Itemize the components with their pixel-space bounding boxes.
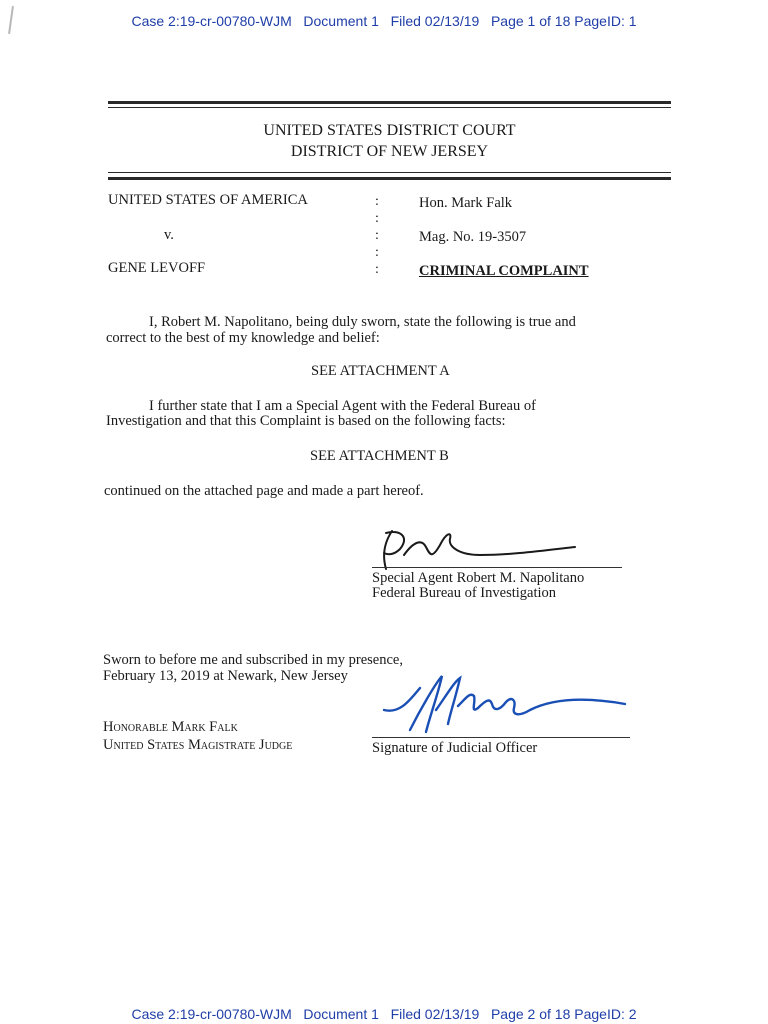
continued-note: continued on the attached page and made a part hereof. [104,483,424,499]
caption-colon: : [375,211,379,226]
caption-colon: : [375,262,379,277]
court-name: UNITED STATES DISTRICT COURT [263,122,516,139]
page-footer-stamp: Case 2:19-cr-00780-WJM Document 1 Filed 02/13/19 Page 2 of 18 PageID: 2 [131,1006,637,1022]
versus-label: v. [164,227,174,243]
top-rule-thin [108,107,671,108]
plaintiff-name: UNITED STATES OF AMERICA [108,192,308,208]
agent-agency: Federal Bureau of Investigation [372,585,557,601]
caption-colon: : [375,194,379,209]
judge-full-name: Honorable Mark Falk [103,719,238,735]
affidavit-line-1: I, Robert M. Napolitano, being duly sworn, state the following is true and [149,314,576,330]
attachment-a-ref: SEE ATTACHMENT A [311,363,450,379]
agent-signature-line [372,567,622,568]
page-header-stamp: Case 2:19-cr-00780-WJM Document 1 Filed 02/13/19 Page 1 of 18 PageID: 1 [131,13,637,29]
magistrate-number: Mag. No. 19-3507 [419,229,527,245]
document-type: CRIMINAL COMPLAINT [419,263,589,279]
judge-signature-line [372,737,630,738]
caption-colon: : [375,228,379,243]
sworn-line-1: Sworn to before me and subscribed in my presence, [103,652,403,668]
defendant-name: GENE LEVOFF [108,260,206,276]
judge-signature [380,670,635,740]
attachment-b-ref: SEE ATTACHMENT B [310,448,449,464]
agent-statement-line-1: I further state that I am a Special Agent with the Federal Bureau of [149,398,536,414]
affidavit-line-2: correct to the best of my knowledge and belief: [106,330,380,346]
bottom-rule-thin [108,172,671,173]
court-district: DISTRICT OF NEW JERSEY [290,143,489,160]
sworn-line-2: February 13, 2019 at Newark, New Jersey [103,668,348,684]
bottom-rule-thick [108,177,671,180]
judge-title: United States Magistrate Judge [103,737,293,753]
judge-name: Hon. Mark Falk [419,195,513,211]
agent-statement-line-2: Investigation and that this Complaint is based on the following facts: [106,413,506,429]
top-rule-thick [108,101,671,104]
caption-colon: : [375,245,379,260]
agent-name: Special Agent Robert M. Napolitano [372,570,585,586]
judicial-signature-caption: Signature of Judicial Officer [372,740,538,756]
